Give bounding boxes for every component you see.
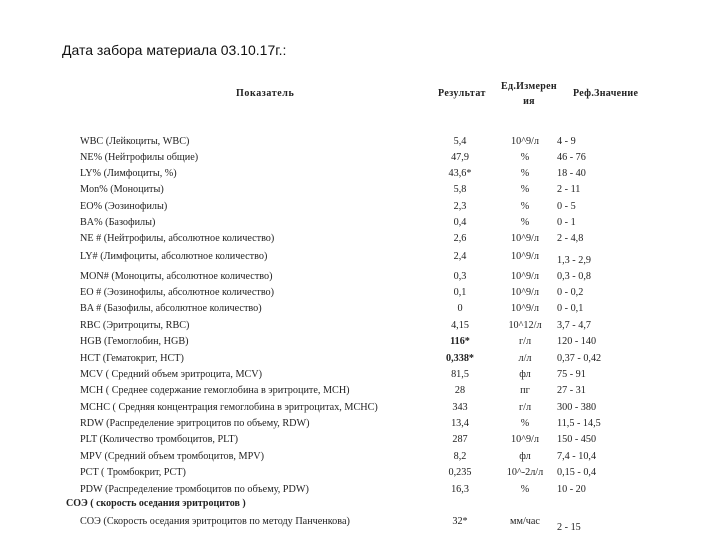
row-name: СОЭ (Скорость оседания эритроцитов по методу Панченкова): [80, 516, 350, 527]
row-name: HCT (Гематокрит, HCT): [80, 353, 184, 364]
row-name: BA # (Базофилы, абсолютное количество): [80, 303, 262, 314]
row-ref: 0,3 - 0,8: [557, 271, 591, 282]
row-unit: пг: [520, 385, 530, 396]
table-row: [0, 182, 720, 198]
table-row: [0, 215, 720, 231]
row-result: 0: [457, 303, 463, 314]
header-ref: Реф.Значение: [573, 88, 639, 99]
table-row: [0, 150, 720, 166]
section-soe-heading: СОЭ ( скорость оседания эритроцитов ): [66, 498, 246, 509]
row-unit: %: [520, 201, 530, 212]
row-unit: фл: [519, 451, 531, 462]
header-unit-line2: ия: [523, 96, 535, 107]
table-row: [0, 249, 720, 265]
row-name: EO% (Эозинофилы): [80, 201, 168, 212]
row-result: 4,15: [451, 320, 469, 331]
row-ref: 2 - 4,8: [557, 233, 584, 244]
row-unit: г/л: [518, 402, 532, 413]
header-name: Показатель: [236, 88, 295, 99]
row-result: 2,4: [453, 251, 467, 262]
header-unit: [497, 81, 561, 108]
row-unit: %: [520, 484, 530, 495]
table-row: [0, 465, 720, 481]
row-result: 13,4: [451, 418, 469, 429]
table-row: [0, 432, 720, 448]
table-row: [0, 400, 720, 416]
row-ref: 150 - 450: [557, 434, 597, 445]
row-ref: 7,4 - 10,4: [557, 451, 597, 462]
row-unit: 10^9/л: [511, 303, 539, 314]
row-unit: 10^9/л: [511, 233, 539, 244]
row-result: 28: [454, 385, 466, 396]
row-unit: 10^9/л: [511, 136, 539, 147]
table-row: [0, 199, 720, 215]
row-ref: 300 - 380: [557, 402, 597, 413]
table-row: [0, 351, 720, 367]
table-row: [0, 449, 720, 465]
row-ref: 46 - 76: [557, 152, 586, 163]
row-result: 287: [452, 434, 468, 445]
row-unit: %: [520, 217, 530, 228]
row-result: 81,5: [451, 369, 469, 380]
row-unit: 10^9/л: [511, 271, 539, 282]
row-unit: %: [520, 168, 530, 179]
row-ref: 4 - 9: [557, 136, 576, 147]
table-row: [0, 416, 720, 432]
row-ref: 10 - 20: [557, 484, 586, 495]
table-row: [0, 383, 720, 399]
page-title: Дата забора материала 03.10.17г.:: [62, 42, 287, 58]
row-unit: мм/час: [510, 516, 540, 527]
row-ref: 11,5 - 14,5: [557, 418, 601, 429]
row-result: 0,338*: [445, 353, 474, 364]
table-row: [0, 334, 720, 350]
row-result: 0,3: [453, 271, 467, 282]
row-ref: 0,37 - 0,42: [557, 353, 602, 364]
row-name: MON# (Моноциты, абсолютное количество): [80, 271, 273, 282]
row-name: RDW (Распределение эритроцитов по объему, RDW): [80, 418, 310, 429]
table-row: [0, 166, 720, 182]
row-name: NE # (Нейтрофилы, абсолютное количество): [80, 233, 275, 244]
table-row: [0, 367, 720, 383]
row-unit: фл: [519, 369, 531, 380]
row-unit: 10^9/л: [511, 434, 539, 445]
row-ref: 0,15 - 0,4: [557, 467, 597, 478]
row-name: WBC (Лейкоциты, WBC): [80, 136, 190, 147]
header-result: Результат: [438, 88, 486, 99]
table-row: [0, 318, 720, 334]
row-result: 47,9: [451, 152, 469, 163]
row-result: 32*: [452, 516, 468, 527]
row-unit: %: [520, 152, 530, 163]
row-name: PLT (Количество тромбоцитов, PLT): [80, 434, 239, 445]
row-result: 343: [452, 402, 468, 413]
row-ref: 2 - 15: [557, 522, 581, 533]
row-name: MCV ( Средний объем эритроцита, MCV): [80, 369, 263, 380]
row-ref: 0 - 5: [557, 201, 576, 212]
table-row: [0, 134, 720, 150]
table-row: [0, 301, 720, 317]
row-name: HGB (Гемоглобин, HGB): [80, 336, 189, 347]
row-name: BA% (Базофилы): [80, 217, 156, 228]
row-result: 8,2: [453, 451, 467, 462]
row-unit: 10^12/л: [508, 320, 542, 331]
row-name: Mon% (Моноциты): [80, 184, 164, 195]
row-ref: 27 - 31: [557, 385, 586, 396]
table-row: [0, 269, 720, 285]
row-name: LY% (Лимфоциты, %): [80, 168, 177, 179]
row-name: RBC (Эритроциты, RBC): [80, 320, 190, 331]
row-ref: 0 - 1: [557, 217, 576, 228]
row-result: 16,3: [451, 484, 469, 495]
table-row: [0, 285, 720, 301]
header-unit-line1: Ед.Измерен: [501, 81, 557, 92]
table-row: [0, 514, 720, 533]
row-result: 2,6: [453, 233, 467, 244]
row-name: EO # (Эозинофилы, абсолютное количество): [80, 287, 275, 298]
row-result: 5,8: [453, 184, 467, 195]
row-name: MCHC ( Средняя концентрация гемоглобина в эритроцитах, MCHC): [80, 402, 378, 413]
row-name: PDW (Распределение тромбоцитов по объему, PDW): [80, 484, 309, 495]
row-ref: 18 - 40: [557, 168, 586, 179]
row-unit: %: [520, 184, 530, 195]
row-ref: 0 - 0,2: [557, 287, 584, 298]
row-unit: %: [520, 418, 530, 429]
row-unit: г/л: [518, 336, 532, 347]
row-result: 5,4: [453, 136, 467, 147]
row-ref: 2 - 11: [557, 184, 581, 195]
table-row: [0, 482, 720, 498]
row-name: LY# (Лимфоциты, абсолютное количество): [80, 251, 268, 262]
row-ref: 1,3 - 2,9: [557, 255, 591, 266]
row-result: 2,3: [453, 201, 467, 212]
row-result: 0,1: [453, 287, 467, 298]
row-result: 116*: [450, 336, 470, 347]
row-ref: 0 - 0,1: [557, 303, 584, 314]
row-unit: л/л: [518, 353, 532, 364]
row-name: MCH ( Среднее содержание гемоглобина в эритроците, MCH): [80, 385, 350, 396]
row-ref: 120 - 140: [557, 336, 597, 347]
row-unit: 10^9/л: [511, 251, 539, 262]
row-result: 43,6*: [448, 168, 472, 179]
row-unit: 10^-2л/л: [506, 467, 544, 478]
row-result: 0,4: [453, 217, 467, 228]
row-name: NE% (Нейтрофилы общие): [80, 152, 199, 163]
row-name: MPV (Средний объем тромбоцитов, MPV): [80, 451, 264, 462]
row-name: PCT ( Тромбокрит, PCT): [80, 467, 186, 478]
row-result: 0,235: [448, 467, 472, 478]
row-unit: 10^9/л: [511, 287, 539, 298]
table-row: [0, 231, 720, 247]
row-ref: 3,7 - 4,7: [557, 320, 591, 331]
row-ref: 75 - 91: [557, 369, 586, 380]
